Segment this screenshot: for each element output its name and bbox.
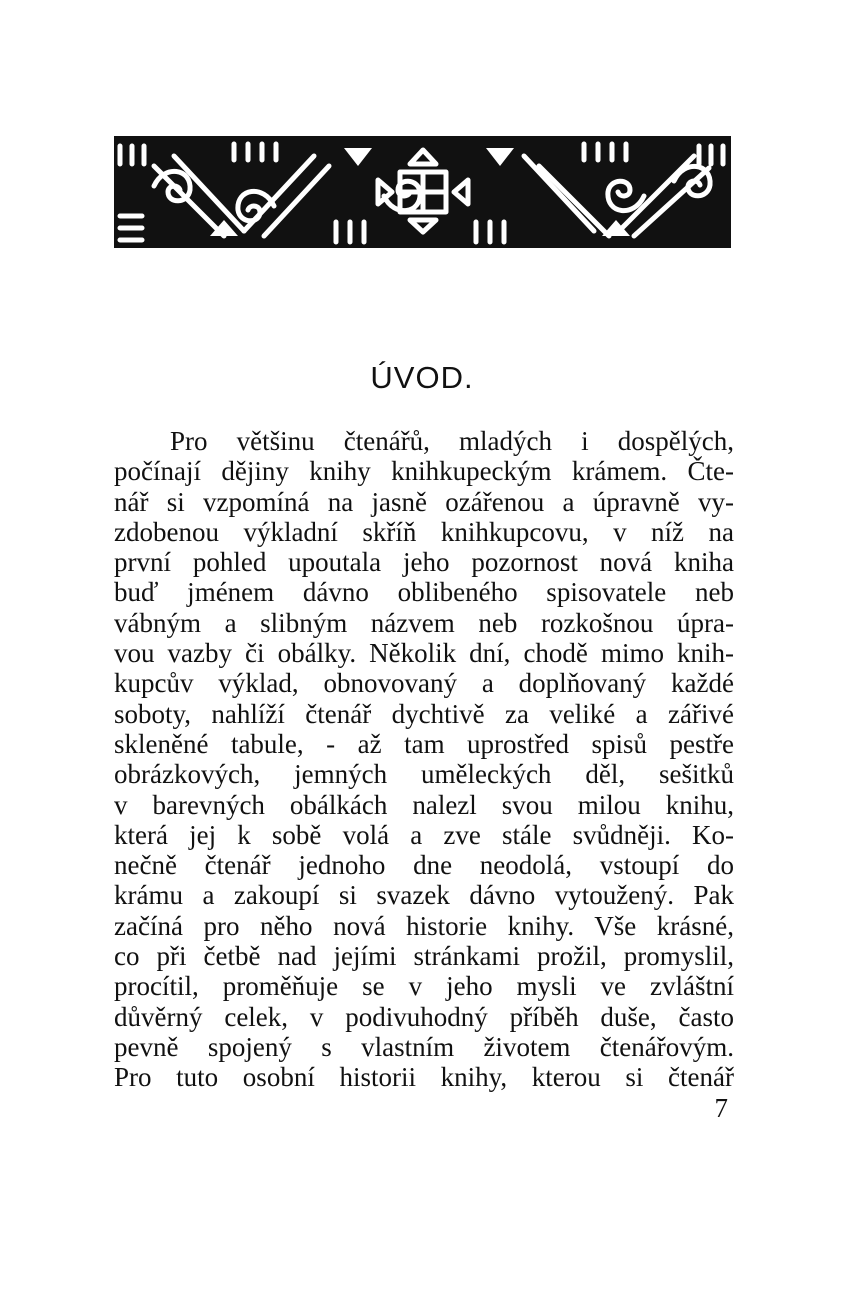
text-line: soboty, nahlíží čtenář dychtivě za veliké a zářivé [114, 698, 734, 729]
text-line: důvěrný celek, v podivuhodný příběh duše, často [114, 1001, 734, 1032]
text-line: vábným a slibným názvem neb rozkošnou úpra- [114, 607, 734, 638]
text-line: která jej k sobě volá a zve stále svůdněji. Ko- [114, 819, 734, 850]
text-line: první pohled upoutala jeho pozornost nová kniha [114, 547, 734, 578]
text-line: kupcův výklad, obnovovaný a doplňovaný každé [114, 668, 734, 699]
chapter-title: ÚVOD. [370, 360, 474, 395]
text-line: Pro většinu čtenářů, mladých i dospělých, [170, 426, 734, 456]
text-line: krámu a zakoupí si svazek dávno vytoužený. Pak [114, 880, 734, 911]
body-paragraph [114, 426, 734, 1093]
text-line: začíná pro něho nová historie knihy. Vše krásné, [114, 910, 734, 941]
text-line: vou vazby či obálky. Několik dní, chodě mimo knih- [114, 638, 734, 669]
folk-pattern-border-icon [114, 136, 731, 248]
text-line: procítil, proměňuje se v jeho mysli ve zvláštní [114, 971, 734, 1002]
text-line: pevně spojený s vlastním životem čtenářovým. [114, 1031, 734, 1062]
text-line: skleněné tabule, - až tam uprostřed spisů pestře [114, 728, 734, 759]
text-line: nečně čtenář jednoho dne neodolá, vstoupí do [114, 850, 734, 881]
text-line: Pro tuto osobní historii knihy, kterou si čtenář [114, 1062, 734, 1093]
text-line: počínají dějiny knihy knihkupeckým krámem. Čte- [114, 456, 734, 487]
text-line: buď jménem dávno oblibeného spisovatele neb [114, 577, 734, 608]
text-line: zdobenou výkladní skříň knihkupcovu, v níž na [114, 516, 734, 547]
page-number: 7 [714, 1093, 728, 1123]
text-line: obrázkových, jemných uměleckých děl, sešitků [114, 759, 734, 790]
text-line: nář si vzpomíná na jasně ozářenou a úpravně vy- [114, 486, 734, 517]
text-line: v barevných obálkách nalezl svou milou knihu, [114, 789, 734, 820]
text-line: co při četbě nad jejími stránkami prožil, promyslil, [114, 941, 734, 972]
